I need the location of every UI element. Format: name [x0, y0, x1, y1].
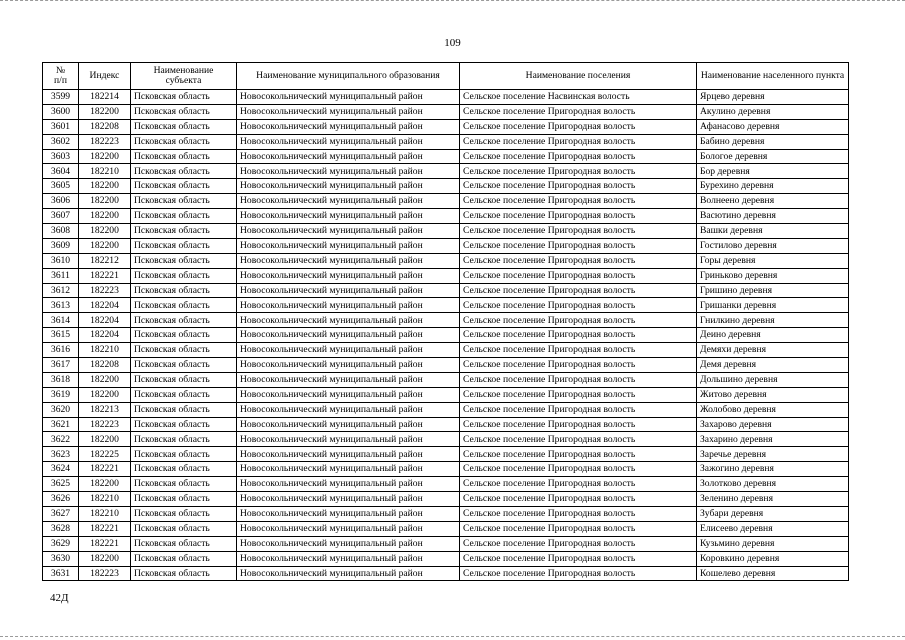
- municipality-name-cell: Новосокольнический муниципальный район: [237, 402, 460, 417]
- subject-name-cell: Псковская область: [131, 119, 237, 134]
- locality-name-cell: Гришино деревня: [697, 283, 849, 298]
- postal-index-cell: 182223: [79, 283, 131, 298]
- postal-index-cell: 182221: [79, 462, 131, 477]
- settlement-name-cell: Сельское поселение Пригородная волость: [460, 566, 697, 581]
- subject-name-cell: Псковская область: [131, 90, 237, 105]
- settlement-name-cell: Сельское поселение Пригородная волость: [460, 551, 697, 566]
- row-number-cell: 3616: [43, 343, 79, 358]
- subject-name-cell: Псковская область: [131, 134, 237, 149]
- postal-index-cell: 182200: [79, 194, 131, 209]
- subject-name-cell: Псковская область: [131, 492, 237, 507]
- settlement-name-cell: Сельское поселение Пригородная волость: [460, 506, 697, 521]
- table-row: [43, 536, 849, 551]
- locality-name-cell: Елисеево деревня: [697, 521, 849, 536]
- postal-index-cell: 182200: [79, 477, 131, 492]
- postal-index-cell: 182208: [79, 119, 131, 134]
- table-row: [43, 566, 849, 581]
- row-number-cell: 3622: [43, 432, 79, 447]
- table-row: [43, 372, 849, 387]
- table-row: [43, 268, 849, 283]
- locality-name-cell: Афанасово деревня: [697, 119, 849, 134]
- settlement-name-cell: Сельское поселение Пригородная волость: [460, 224, 697, 239]
- row-number-cell: 3615: [43, 328, 79, 343]
- locality-name-cell: Горы деревня: [697, 253, 849, 268]
- settlement-name-cell: Сельское поселение Пригородная волость: [460, 283, 697, 298]
- subject-name-cell: Псковская область: [131, 536, 237, 551]
- row-number-cell: 3603: [43, 149, 79, 164]
- table-row: [43, 343, 849, 358]
- row-number-cell: 3619: [43, 387, 79, 402]
- settlement-name-cell: Сельское поселение Пригородная волость: [460, 134, 697, 149]
- settlement-name-cell: Сельское поселение Пригородная волость: [460, 253, 697, 268]
- locality-name-cell: Житово деревня: [697, 387, 849, 402]
- postal-index-cell: 182223: [79, 134, 131, 149]
- settlement-name-cell: Сельское поселение Пригородная волость: [460, 328, 697, 343]
- postal-index-cell: 182200: [79, 179, 131, 194]
- postal-index-cell: 182223: [79, 417, 131, 432]
- municipality-name-cell: Новосокольнический муниципальный район: [237, 566, 460, 581]
- row-number-cell: 3604: [43, 164, 79, 179]
- locality-name-cell: Акулино деревня: [697, 104, 849, 119]
- municipality-name-cell: Новосокольнический муниципальный район: [237, 447, 460, 462]
- postal-index-cell: 182200: [79, 104, 131, 119]
- subject-name-cell: Псковская область: [131, 358, 237, 373]
- header-index: Индекс: [79, 63, 131, 90]
- locality-name-cell: Вашки деревня: [697, 224, 849, 239]
- locality-name-cell: Коровкино деревня: [697, 551, 849, 566]
- subject-name-cell: Псковская область: [131, 104, 237, 119]
- municipality-name-cell: Новосокольнический муниципальный район: [237, 268, 460, 283]
- postal-index-cell: 182212: [79, 253, 131, 268]
- settlement-name-cell: Сельское поселение Насвинская волость: [460, 90, 697, 105]
- municipality-name-cell: Новосокольнический муниципальный район: [237, 328, 460, 343]
- table-row: [43, 238, 849, 253]
- postal-index-cell: 182221: [79, 268, 131, 283]
- subject-name-cell: Псковская область: [131, 387, 237, 402]
- row-number-cell: 3626: [43, 492, 79, 507]
- postal-index-cell: 182213: [79, 402, 131, 417]
- table-row: [43, 283, 849, 298]
- postal-index-cell: 182210: [79, 492, 131, 507]
- municipality-name-cell: Новосокольнический муниципальный район: [237, 358, 460, 373]
- locality-name-cell: Васютино деревня: [697, 209, 849, 224]
- settlement-name-cell: Сельское поселение Пригородная волость: [460, 268, 697, 283]
- settlement-name-cell: Сельское поселение Пригородная волость: [460, 119, 697, 134]
- postal-index-cell: 182204: [79, 298, 131, 313]
- locality-name-cell: Зеленино деревня: [697, 492, 849, 507]
- postal-index-cell: 182200: [79, 372, 131, 387]
- table-row: [43, 313, 849, 328]
- table-row: [43, 194, 849, 209]
- postal-index-cell: 182221: [79, 536, 131, 551]
- postal-index-cell: 182210: [79, 343, 131, 358]
- row-number-cell: 3627: [43, 506, 79, 521]
- locality-name-cell: Ярцево деревня: [697, 90, 849, 105]
- table-row: [43, 328, 849, 343]
- table-row: [43, 119, 849, 134]
- settlement-name-cell: Сельское поселение Пригородная волость: [460, 536, 697, 551]
- municipality-name-cell: Новосокольнический муниципальный район: [237, 298, 460, 313]
- subject-name-cell: Псковская область: [131, 402, 237, 417]
- table-row: [43, 551, 849, 566]
- locality-name-cell: Гришанки деревня: [697, 298, 849, 313]
- subject-name-cell: Псковская область: [131, 224, 237, 239]
- table-row: [43, 298, 849, 313]
- row-number-cell: 3628: [43, 521, 79, 536]
- header-num-label: № п/п: [54, 64, 67, 86]
- locality-name-cell: Заречье деревня: [697, 447, 849, 462]
- settlement-name-cell: Сельское поселение Пригородная волость: [460, 477, 697, 492]
- municipality-name-cell: Новосокольнический муниципальный район: [237, 134, 460, 149]
- subject-name-cell: Псковская область: [131, 372, 237, 387]
- table-row: [43, 134, 849, 149]
- settlement-name-cell: Сельское поселение Пригородная волость: [460, 164, 697, 179]
- subject-name-cell: Псковская область: [131, 194, 237, 209]
- row-number-cell: 3617: [43, 358, 79, 373]
- locality-name-cell: Волнеено деревня: [697, 194, 849, 209]
- table-row: [43, 521, 849, 536]
- municipality-name-cell: Новосокольнический муниципальный район: [237, 179, 460, 194]
- municipality-name-cell: Новосокольнический муниципальный район: [237, 551, 460, 566]
- locality-name-cell: Кузьмино деревня: [697, 536, 849, 551]
- row-number-cell: 3611: [43, 268, 79, 283]
- subject-name-cell: Псковская область: [131, 447, 237, 462]
- row-number-cell: 3609: [43, 238, 79, 253]
- table-row: [43, 253, 849, 268]
- table-row: [43, 104, 849, 119]
- municipality-name-cell: Новосокольнический муниципальный район: [237, 238, 460, 253]
- subject-name-cell: Псковская область: [131, 328, 237, 343]
- subject-name-cell: Псковская область: [131, 462, 237, 477]
- locality-name-cell: Демяхи деревня: [697, 343, 849, 358]
- table-row: [43, 387, 849, 402]
- table-row: [43, 149, 849, 164]
- row-number-cell: 3605: [43, 179, 79, 194]
- settlement-name-cell: Сельское поселение Пригородная волость: [460, 209, 697, 224]
- subject-name-cell: Псковская область: [131, 521, 237, 536]
- row-number-cell: 3606: [43, 194, 79, 209]
- table-row: [43, 224, 849, 239]
- postal-index-cell: 182221: [79, 521, 131, 536]
- postal-index-cell: 182225: [79, 447, 131, 462]
- settlement-name-cell: Сельское поселение Пригородная волость: [460, 194, 697, 209]
- table-row: [43, 90, 849, 105]
- row-number-cell: 3600: [43, 104, 79, 119]
- postal-index-cell: 182200: [79, 149, 131, 164]
- municipality-name-cell: Новосокольнический муниципальный район: [237, 104, 460, 119]
- header-subject-label: Наименование субъекта: [153, 64, 214, 86]
- scan-edge-top: [0, 0, 905, 4]
- postal-index-cell: 182200: [79, 209, 131, 224]
- municipality-name-cell: Новосокольнический муниципальный район: [237, 432, 460, 447]
- row-number-cell: 3607: [43, 209, 79, 224]
- row-number-cell: 3614: [43, 313, 79, 328]
- municipality-name-cell: Новосокольнический муниципальный район: [237, 164, 460, 179]
- table-row: [43, 209, 849, 224]
- locality-name-cell: Деино деревня: [697, 328, 849, 343]
- locality-name-cell: Демя деревня: [697, 358, 849, 373]
- page-number: 109: [444, 37, 461, 49]
- municipality-name-cell: Новосокольнический муниципальный район: [237, 343, 460, 358]
- row-number-cell: 3618: [43, 372, 79, 387]
- settlement-name-cell: Сельское поселение Пригородная волость: [460, 417, 697, 432]
- settlement-name-cell: Сельское поселение Пригородная волость: [460, 149, 697, 164]
- settlement-name-cell: Сельское поселение Пригородная волость: [460, 387, 697, 402]
- settlement-name-cell: Сельское поселение Пригородная волость: [460, 104, 697, 119]
- subject-name-cell: Псковская область: [131, 283, 237, 298]
- municipality-name-cell: Новосокольнический муниципальный район: [237, 283, 460, 298]
- settlement-name-cell: Сельское поселение Пригородная волость: [460, 313, 697, 328]
- subject-name-cell: Псковская область: [131, 506, 237, 521]
- postal-index-cell: 182208: [79, 358, 131, 373]
- municipality-name-cell: Новосокольнический муниципальный район: [237, 149, 460, 164]
- settlement-name-cell: Сельское поселение Пригородная волость: [460, 179, 697, 194]
- subject-name-cell: Псковская область: [131, 313, 237, 328]
- row-number-cell: 3608: [43, 224, 79, 239]
- municipality-name-cell: Новосокольнический муниципальный район: [237, 119, 460, 134]
- municipality-name-cell: Новосокольнический муниципальный район: [237, 372, 460, 387]
- subject-name-cell: Псковская область: [131, 417, 237, 432]
- subject-name-cell: Псковская область: [131, 298, 237, 313]
- settlement-name-cell: Сельское поселение Пригородная волость: [460, 432, 697, 447]
- table-row: [43, 447, 849, 462]
- subject-name-cell: Псковская область: [131, 477, 237, 492]
- postal-index-cell: 182200: [79, 432, 131, 447]
- municipality-name-cell: Новосокольнический муниципальный район: [237, 90, 460, 105]
- subject-name-cell: Псковская область: [131, 209, 237, 224]
- row-number-cell: 3620: [43, 402, 79, 417]
- row-number-cell: 3601: [43, 119, 79, 134]
- header-locality: Наименование населенного пункта: [697, 63, 849, 90]
- settlement-name-cell: Сельское поселение Пригородная волость: [460, 298, 697, 313]
- locality-name-cell: Бабино деревня: [697, 134, 849, 149]
- municipality-name-cell: Новосокольнический муниципальный район: [237, 387, 460, 402]
- municipality-name-cell: Новосокольнический муниципальный район: [237, 492, 460, 507]
- subject-name-cell: Псковская область: [131, 432, 237, 447]
- municipality-name-cell: Новосокольнический муниципальный район: [237, 253, 460, 268]
- subject-name-cell: Псковская область: [131, 164, 237, 179]
- scan-edge-bottom: [0, 636, 905, 640]
- table-row: [43, 179, 849, 194]
- postal-index-cell: 182223: [79, 566, 131, 581]
- row-number-cell: 3631: [43, 566, 79, 581]
- settlement-name-cell: Сельское поселение Пригородная волость: [460, 343, 697, 358]
- locality-name-cell: Гостилово деревня: [697, 238, 849, 253]
- subject-name-cell: Псковская область: [131, 551, 237, 566]
- table-row: [43, 432, 849, 447]
- subject-name-cell: Псковская область: [131, 343, 237, 358]
- locality-name-cell: Зажогино деревня: [697, 462, 849, 477]
- locality-name-cell: Бурехино деревня: [697, 179, 849, 194]
- locality-name-cell: Гриньково деревня: [697, 268, 849, 283]
- locality-name-cell: Захарино деревня: [697, 432, 849, 447]
- row-number-cell: 3624: [43, 462, 79, 477]
- municipality-name-cell: Новосокольнический муниципальный район: [237, 477, 460, 492]
- subject-name-cell: Псковская область: [131, 149, 237, 164]
- settlement-name-cell: Сельское поселение Пригородная волость: [460, 372, 697, 387]
- settlement-name-cell: Сельское поселение Пригородная волость: [460, 521, 697, 536]
- subject-name-cell: Псковская область: [131, 253, 237, 268]
- table-header: [43, 63, 849, 90]
- subject-name-cell: Псковская область: [131, 566, 237, 581]
- row-number-cell: 3621: [43, 417, 79, 432]
- locality-name-cell: Гнилкино деревня: [697, 313, 849, 328]
- locality-name-cell: Кошелево деревня: [697, 566, 849, 581]
- row-number-cell: 3599: [43, 90, 79, 105]
- postal-index-cell: 182210: [79, 164, 131, 179]
- municipality-name-cell: Новосокольнический муниципальный район: [237, 521, 460, 536]
- footer-code: 42Д: [50, 592, 69, 604]
- municipality-name-cell: Новосокольнический муниципальный район: [237, 224, 460, 239]
- header-subject: [131, 63, 237, 90]
- municipality-name-cell: Новосокольнический муниципальный район: [237, 194, 460, 209]
- row-number-cell: 3630: [43, 551, 79, 566]
- settlement-name-cell: Сельское поселение Пригородная волость: [460, 447, 697, 462]
- table-row: [43, 477, 849, 492]
- subject-name-cell: Псковская область: [131, 268, 237, 283]
- table-body: [43, 90, 849, 581]
- settlement-name-cell: Сельское поселение Пригородная волость: [460, 238, 697, 253]
- row-number-cell: 3629: [43, 536, 79, 551]
- table-row: [43, 164, 849, 179]
- table-row: [43, 402, 849, 417]
- locality-name-cell: Зубари деревня: [697, 506, 849, 521]
- settlement-name-cell: Сельское поселение Пригородная волость: [460, 358, 697, 373]
- header-municipality: Наименование муниципального образования: [237, 63, 460, 90]
- postal-index-cell: 182200: [79, 387, 131, 402]
- municipality-name-cell: Новосокольнический муниципальный район: [237, 462, 460, 477]
- municipality-name-cell: Новосокольнический муниципальный район: [237, 209, 460, 224]
- postal-index-cell: 182200: [79, 238, 131, 253]
- postal-index-cell: 182214: [79, 90, 131, 105]
- table-row: [43, 462, 849, 477]
- settlement-name-cell: Сельское поселение Пригородная волость: [460, 462, 697, 477]
- locality-name-cell: Бологое деревня: [697, 149, 849, 164]
- postal-index-cell: 182210: [79, 506, 131, 521]
- row-number-cell: 3610: [43, 253, 79, 268]
- header-settlement: Наименование поселения: [460, 63, 697, 90]
- row-number-cell: 3623: [43, 447, 79, 462]
- table-row: [43, 492, 849, 507]
- settlement-name-cell: Сельское поселение Пригородная волость: [460, 492, 697, 507]
- municipality-name-cell: Новосокольнический муниципальный район: [237, 506, 460, 521]
- row-number-cell: 3625: [43, 477, 79, 492]
- postal-index-cell: 182204: [79, 313, 131, 328]
- settlements-table: [42, 62, 849, 581]
- postal-index-cell: 182200: [79, 224, 131, 239]
- postal-index-cell: 182204: [79, 328, 131, 343]
- municipality-name-cell: Новосокольнический муниципальный район: [237, 536, 460, 551]
- row-number-cell: 3612: [43, 283, 79, 298]
- locality-name-cell: Золотково деревня: [697, 477, 849, 492]
- locality-name-cell: Бор деревня: [697, 164, 849, 179]
- subject-name-cell: Псковская область: [131, 179, 237, 194]
- postal-index-cell: 182200: [79, 551, 131, 566]
- header-num: [43, 63, 79, 90]
- row-number-cell: 3613: [43, 298, 79, 313]
- table-row: [43, 506, 849, 521]
- municipality-name-cell: Новосокольнический муниципальный район: [237, 417, 460, 432]
- subject-name-cell: Псковская область: [131, 238, 237, 253]
- table-row: [43, 417, 849, 432]
- locality-name-cell: Захарово деревня: [697, 417, 849, 432]
- table-row: [43, 358, 849, 373]
- locality-name-cell: Жолобово деревня: [697, 402, 849, 417]
- row-number-cell: 3602: [43, 134, 79, 149]
- settlement-name-cell: Сельское поселение Пригородная волость: [460, 402, 697, 417]
- locality-name-cell: Дольшино деревня: [697, 372, 849, 387]
- header-row: [43, 63, 849, 90]
- municipality-name-cell: Новосокольнический муниципальный район: [237, 313, 460, 328]
